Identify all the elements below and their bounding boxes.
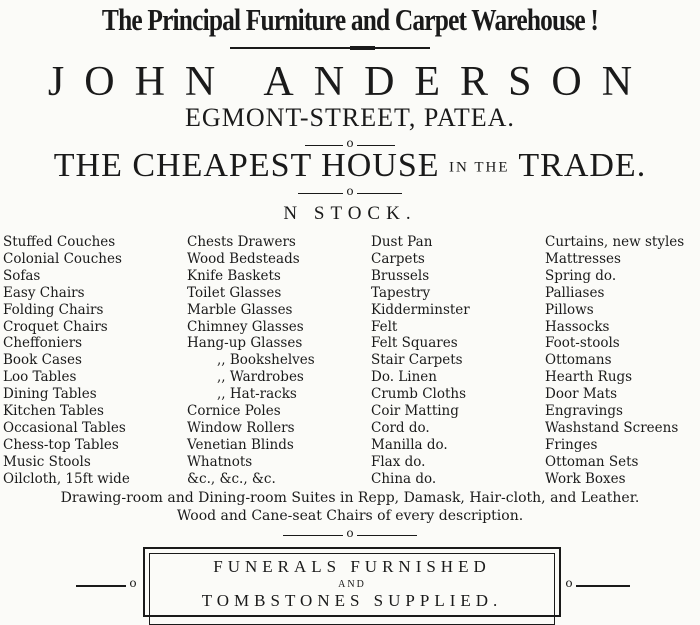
merchant-name: JOHN ANDERSON <box>47 59 653 105</box>
stock-item: Work Boxes <box>545 470 626 487</box>
stock-item: Carpets <box>371 250 425 267</box>
stock-item: Mattresses <box>545 250 621 267</box>
ornament-left <box>76 578 142 592</box>
stock-item: &c., &c., &c. <box>187 470 276 487</box>
stock-item: Spring do. <box>545 267 617 284</box>
stock-item: Washstand Screens <box>545 419 679 436</box>
slogan-end: TRADE. <box>518 147 647 184</box>
stock-item: Tapestry <box>371 284 431 301</box>
stock-column-1 <box>3 234 130 488</box>
stock-item: Colonial Couches <box>3 250 122 267</box>
stock-item: Coir Matting <box>371 403 459 420</box>
stock-item: Hang-up Glasses <box>187 335 303 352</box>
stock-item: Brussels <box>371 267 430 284</box>
merchant-address: EGMONT-STREET, PATEA. <box>185 103 515 132</box>
stock-item: Music Stools <box>3 453 91 470</box>
stock-column-4 <box>545 234 684 488</box>
stock-item: Kidderminster <box>371 301 470 318</box>
stock-item: Whatnots <box>187 453 253 470</box>
stock-item: Hassocks <box>545 318 610 335</box>
stock-item: ,, Bookshelves <box>217 352 315 369</box>
stock-column-3 <box>371 234 470 488</box>
stock-column-2 <box>187 234 315 488</box>
stock-item: Felt Squares <box>371 335 458 352</box>
funerals-line: FUNERALS FURNISHED <box>213 557 491 576</box>
stock-heading: N STOCK. <box>283 203 417 224</box>
funerals-connector: AND <box>338 579 366 590</box>
stock-item: Felt <box>371 318 398 335</box>
stock-item: Cord do. <box>371 419 430 436</box>
stock-item: Chess-top Tables <box>3 436 119 453</box>
stock-item: Croquet Chairs <box>3 318 108 335</box>
stock-item: Cheffoniers <box>3 335 83 352</box>
stock-item: Knife Baskets <box>187 267 281 284</box>
stock-item: Ottoman Sets <box>545 453 639 470</box>
stock-item: Wood Bedsteads <box>187 250 300 267</box>
stock-item: Loo Tables <box>3 369 77 386</box>
stock-item: Sofas <box>3 267 41 284</box>
stock-item: China do. <box>371 470 437 487</box>
stock-item: ,, Hat-racks <box>217 386 297 403</box>
stock-item: Occasional Tables <box>3 419 126 436</box>
tombstones-line: TOMBSTONES SUPPLIED. <box>201 591 503 610</box>
ornament-divider <box>283 528 417 542</box>
stock-item: Venetian Blinds <box>187 436 294 453</box>
stock-item: Easy Chairs <box>3 284 85 301</box>
stock-item: Folding Chairs <box>3 301 104 318</box>
stock-item: Foot-stools <box>545 335 620 352</box>
stock-item: Toilet Glasses <box>187 284 282 301</box>
slogan-main: THE CHEAPEST HOUSE <box>53 147 440 184</box>
ornament-circle: o <box>346 184 354 198</box>
ornament-divider <box>298 186 402 200</box>
stock-item: Marble Glasses <box>187 301 293 318</box>
footer-chairs-line: Wood and Cane-seat Chairs of every description. <box>176 508 524 524</box>
stock-item: Flax do. <box>371 453 426 470</box>
stock-item: Chimney Glasses <box>187 318 304 335</box>
stock-item: Pillows <box>545 301 594 318</box>
stock-item: Oilcloth, 15ft wide <box>3 470 130 487</box>
stock-item: Dining Tables <box>3 386 97 403</box>
ornament-circle: o <box>129 576 137 590</box>
stock-item: Chests Drawers <box>187 234 296 250</box>
stock-item: Hearth Rugs <box>545 369 633 386</box>
stock-item: Engravings <box>545 403 623 420</box>
ornament-circle: o <box>346 136 354 150</box>
footer-suites-line: Drawing-room and Dining-room Suites in Repp, Damask, Hair-cloth, and Leather. <box>60 490 640 506</box>
stock-item: Manilla do. <box>371 436 448 453</box>
stock-item: ,, Wardrobes <box>217 369 304 386</box>
stock-item: Kitchen Tables <box>3 403 104 420</box>
stock-item: Cornice Poles <box>187 403 281 420</box>
ornament-circle: o <box>565 576 573 590</box>
stock-item: Book Cases <box>3 352 82 369</box>
ornament-right <box>562 578 632 592</box>
stock-item: Dust Pan <box>371 234 433 250</box>
stock-item: Curtains, new styles <box>545 234 685 250</box>
stock-item: Do. Linen <box>371 369 437 386</box>
stock-item: Palliases <box>545 284 605 301</box>
headline: The Principal Furniture and Carpet Warehouse ! <box>101 2 599 37</box>
stock-item: Window Rollers <box>187 419 295 436</box>
stock-item: Stair Carpets <box>371 352 463 369</box>
slogan <box>0 147 700 185</box>
ornament-circle: o <box>346 526 354 540</box>
stock-item: Ottomans <box>545 352 612 369</box>
stock-item: Stuffed Couches <box>3 234 116 250</box>
stock-item: Fringes <box>545 436 598 453</box>
stock-item: Crumb Cloths <box>371 386 467 403</box>
headline-rule <box>230 47 430 49</box>
slogan-connector: IN THE <box>449 159 510 176</box>
stock-item: Door Mats <box>545 386 618 403</box>
